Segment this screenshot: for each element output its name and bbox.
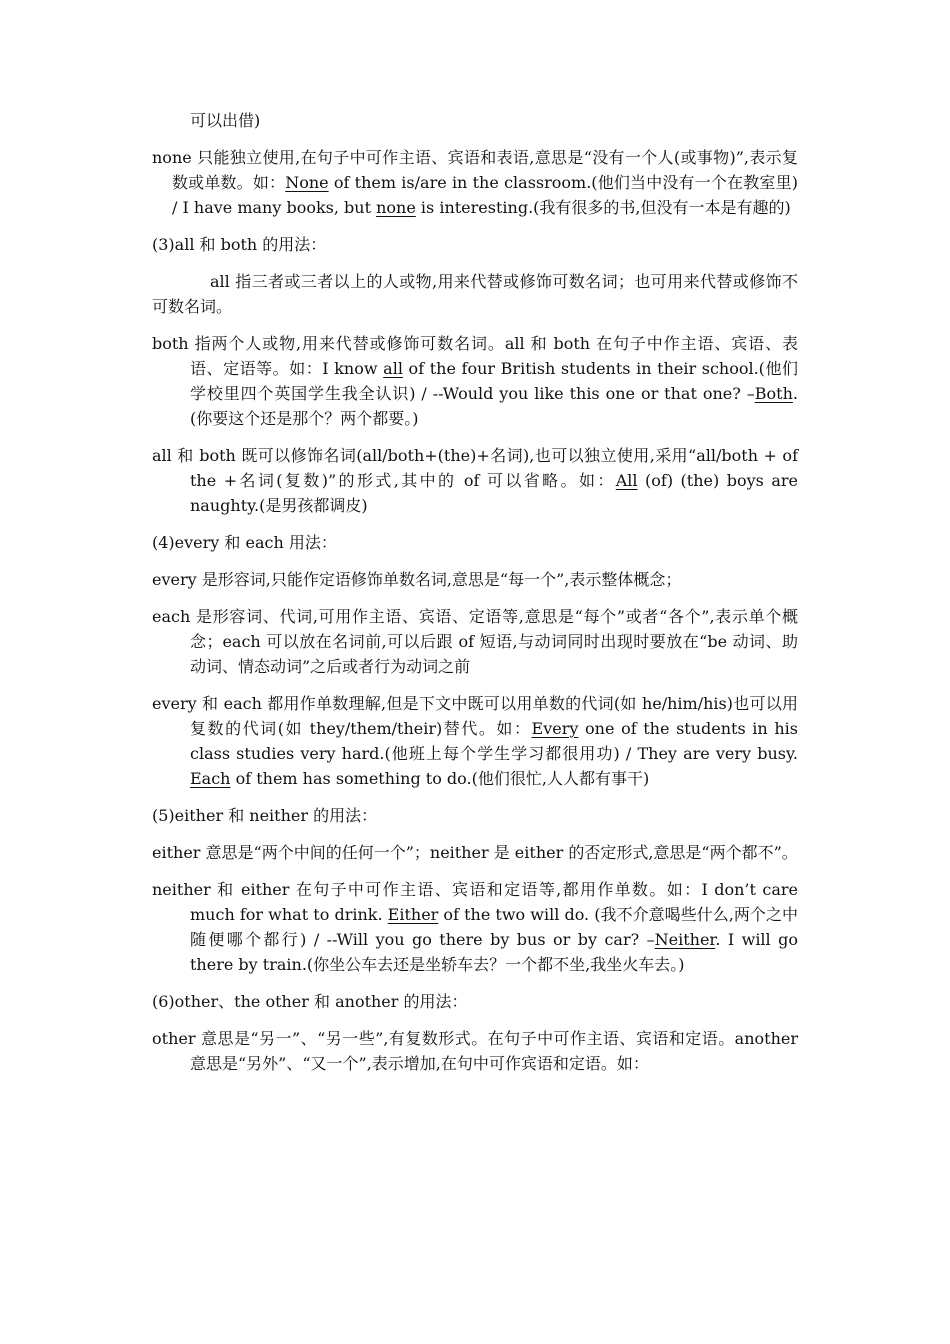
text: of the four British students in their school.(他们学校里四个英国学生我全认识) / --Would you like this one or that one? – [190,359,798,403]
underlined-word: None [285,173,329,192]
paragraph-each: each 是形容词、代词,可用作主语、宾语、定语等,意思是“每个”或者“各个”,表示单个概念；each 可以放在名词前,可以后跟 of 短语,与动词同时出现时要放在“be 动词、助动词、情态动词”之后或者行为动词之前 [152,607,798,676]
section-heading-6: (6)other、the other 和 another 的用法： [152,992,468,1011]
paragraph-other: other 意思是“另一”、“另一些”,有复数形式。在句子中可作主语、宾语和定语。another 意思是“另外”、“又一个”,表示增加,在句中可作宾语和定语。如： [152,1029,798,1073]
underlined-word: Both [754,384,793,403]
text: both 指两个人或物,用来代替或修饰可数名词。all 和 both 在句子中作主语、宾语、表语、定语等。如：I know [152,334,798,378]
underlined-word: Either [387,905,439,924]
text: is interesting.(我有很多的书,但没有一本是有趣的) [415,198,791,217]
text: one of the students in his class studies very hard.(他班上每个学生学习都很用功) / They are very busy. [190,719,798,763]
section-heading-5: (5)either 和 neither 的用法： [152,806,378,825]
paragraph-either: either 意思是“两个中间的任何一个”；neither 是 either 的否定形式,意思是“两个都不”。 [152,843,798,862]
text: none 只能独立使用,在句子中可作主语、宾语和表语,意思是“没有一个人(或事物)”,表示复数或单数。如： [152,148,798,192]
text: of them is/are in the classroom.(他们当中没有一个在教室里) / I have many books, but [172,173,798,217]
text: of them has something to do.(他们很忙,人人都有事干) [230,769,650,788]
paragraph-every: every 是形容词,只能作定语修饰单数名词,意思是“每一个”,表示整体概念； [152,570,682,589]
underlined-word: none [376,198,416,217]
text: every 和 each 都用作单数理解,但是下文中既可以用单数的代词(如 he/him/his)也可以用复数的代词(如 they/them/their)替代。如： [152,694,798,738]
paragraph-all: all 指三者或三者以上的人或物,用来代替或修饰可数名词；也可用来代替或修饰不可数名词。 [152,272,798,316]
text: all 和 both 既可以修饰名词(all/both+(the)+名词),也可以独立使用,采用“all/both + of the +名词(复数)”的形式,其中的 of 可以省略。如： [152,446,798,490]
paragraph-continuation: 可以出借) [190,111,261,130]
paragraph-every-each [152,691,798,791]
underlined-word: Every [531,719,579,738]
document-page [152,108,798,1088]
text: .(你要这个还是那个？两个都要。) [190,384,798,428]
underlined-word: All [615,471,638,490]
text: neither 和 either 在句子中可作主语、宾语和定语等,都用作单数。如：I don’t care much for what to drink. [152,880,798,924]
section-heading-3: (3)all 和 both 的用法： [152,235,327,254]
paragraph-neither [152,877,798,977]
underlined-word: Neither [654,930,716,949]
underlined-word: all [383,359,403,378]
paragraph-none [152,145,798,220]
text: (of) (the) boys are naughty.(是男孩都调皮) [190,471,798,515]
paragraph-both [152,331,798,431]
underlined-word: Each [190,769,231,788]
paragraph-all-both [152,443,798,518]
text: of the two will do. (我不介意喝些什么,两个之中随便哪个都行) / --Will you go there by bus or by car? – [190,905,798,949]
text: . I will go there by train.(你坐公车去还是坐轿车去？一个都不坐,我坐火车去。) [190,930,798,974]
section-heading-4: (4)every 和 each 用法： [152,533,337,552]
